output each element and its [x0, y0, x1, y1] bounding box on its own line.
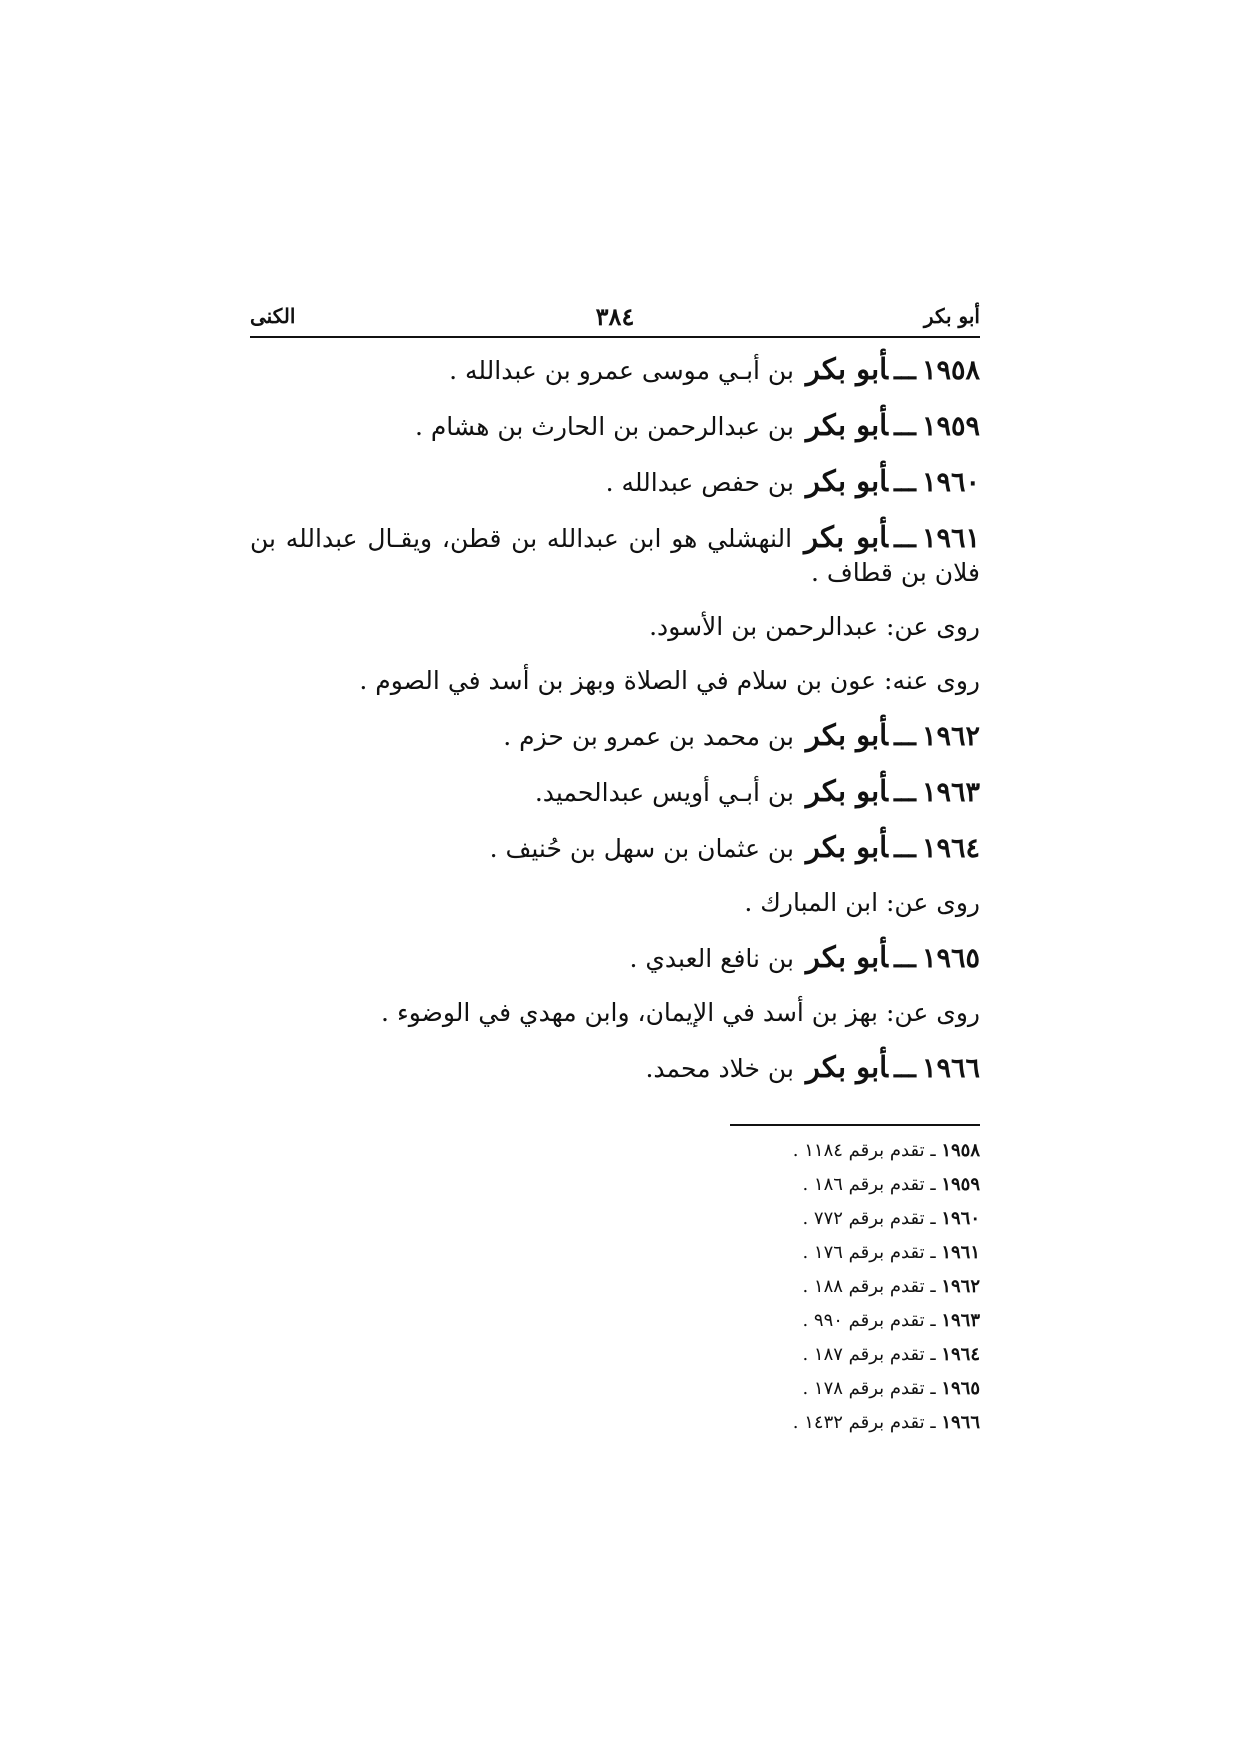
- entry-number: ١٩٦٣: [921, 777, 980, 808]
- entry-line: [250, 464, 980, 500]
- footnote: [250, 1172, 980, 1198]
- footnote: [250, 1410, 980, 1436]
- book-page: [250, 300, 980, 1444]
- footnote-divider: [730, 1124, 980, 1126]
- footnote: [250, 1138, 980, 1164]
- entry-dash: ـــ: [894, 834, 916, 863]
- narration-line: روى عن: ابن المبارك .: [744, 888, 980, 917]
- entry-kunya: أبو بكر: [805, 352, 888, 386]
- entry-line: [250, 718, 980, 754]
- footnote: [250, 1308, 980, 1334]
- footnote-text: ـ تقدم برقم ١٨٨ .: [802, 1276, 936, 1297]
- footnote-number: ١٩٦٥: [941, 1378, 980, 1399]
- entry-line: [250, 520, 980, 590]
- entry-kunya: أبو بكر: [805, 464, 888, 498]
- entry-line: [250, 1050, 980, 1086]
- entry-number: ١٩٦٦: [921, 1053, 980, 1084]
- entry-kunya: أبو بكر: [804, 520, 889, 554]
- page-number: ٣٨٤: [595, 302, 635, 331]
- entry-dash: ـــ: [894, 1054, 916, 1083]
- footnote-number: ١٩٥٩: [941, 1174, 980, 1195]
- entry-text: النهشلي هو ابن عبدالله بن قطن، ويقـال عبدالله بن فلان بن قطاف .: [250, 524, 980, 587]
- running-head-book: الكنى: [250, 304, 296, 328]
- footnote-text: ـ تقدم برقم ١٨٧ .: [802, 1344, 936, 1365]
- entry-number: ١٩٦٢: [921, 721, 980, 752]
- entry-dash: ـــ: [894, 412, 916, 441]
- entry-text: بن أبـي موسى عمرو بن عبدالله .: [449, 356, 794, 385]
- entry-line: [250, 352, 980, 388]
- footnote-number: ١٩٦٢: [941, 1276, 980, 1297]
- narration-line: روى عن: عبدالرحمن بن الأسود.: [649, 612, 980, 641]
- entry-kunya: أبو بكر: [805, 940, 888, 974]
- entry-line: [250, 774, 980, 810]
- footnote-text: ـ تقدم برقم ١١٨٤ .: [792, 1140, 936, 1161]
- footnote-number: ١٩٦٦: [941, 1412, 980, 1433]
- entry-number: ١٩٦٤: [921, 833, 980, 864]
- footnote-number: ١٩٦٤: [941, 1344, 980, 1365]
- entry-kunya: أبو بكر: [805, 718, 888, 752]
- footnote-text: ـ تقدم برقم ١٨٦ .: [802, 1174, 936, 1195]
- entry-text: بن خلاد محمد.: [645, 1054, 794, 1083]
- entry-text: بن عبدالرحمن بن الحارث بن هشام .: [414, 412, 794, 441]
- footnote-number: ١٩٦٠: [941, 1208, 980, 1229]
- entry-number: ١٩٥٩: [921, 411, 980, 442]
- footnote-text: ـ تقدم برقم ٩٩٠ .: [802, 1310, 936, 1331]
- running-head-section: أبو بكر: [923, 304, 980, 328]
- entry-number: ١٩٦٥: [921, 943, 980, 974]
- running-head: [250, 300, 980, 338]
- footnote-text: ـ تقدم برقم ١٤٣٢ .: [792, 1412, 936, 1433]
- narration-line: روى عنه: عون بن سلام في الصلاة وبهز بن أسد في الصوم .: [359, 666, 980, 695]
- footnote-number: ١٩٦٣: [941, 1310, 980, 1331]
- entry-line: [250, 830, 980, 866]
- footnote: [250, 1206, 980, 1232]
- entry-line: [250, 940, 980, 976]
- footnote: [250, 1342, 980, 1368]
- narration-line: روى عن: بهز بن أسد في الإيمان، وابن مهدي في الوضوء .: [381, 998, 980, 1027]
- entry-kunya: أبو بكر: [805, 774, 888, 808]
- footnote-text: ـ تقدم برقم ١٧٦ .: [802, 1242, 936, 1263]
- entry-kunya: أبو بكر: [805, 408, 888, 442]
- entry-dash: ـــ: [894, 944, 916, 973]
- entry-dash: ـــ: [894, 524, 916, 553]
- footnote-text: ـ تقدم برقم ٧٧٢ .: [802, 1208, 936, 1229]
- entry-text: بن عثمان بن سهل بن حُنيف .: [489, 834, 794, 863]
- footnote-number: ١٩٦١: [941, 1242, 980, 1263]
- entry-number: ١٩٦٠: [921, 467, 980, 498]
- entry-kunya: أبو بكر: [805, 830, 888, 864]
- entries-list: [250, 352, 980, 1086]
- footnote-number: ١٩٥٨: [941, 1140, 980, 1161]
- entry-number: ١٩٥٨: [921, 355, 980, 386]
- entry-text: بن محمد بن عمرو بن حزم .: [503, 722, 794, 751]
- entry-number: ١٩٦١: [922, 523, 981, 554]
- footnote: [250, 1240, 980, 1266]
- entry-kunya: أبو بكر: [805, 1050, 888, 1084]
- footnote: [250, 1274, 980, 1300]
- footnotes-list: [250, 1138, 980, 1436]
- entry-line: [250, 408, 980, 444]
- footnote: [250, 1376, 980, 1402]
- entry-dash: ـــ: [894, 778, 916, 807]
- entry-text: بن أبـي أويس عبدالحميد.: [534, 778, 794, 807]
- entry-text: بن حفص عبدالله .: [605, 468, 794, 497]
- footnote-text: ـ تقدم برقم ١٧٨ .: [802, 1378, 936, 1399]
- entry-dash: ـــ: [894, 722, 916, 751]
- entry-text: بن نافع العبدي .: [629, 944, 794, 973]
- entry-dash: ـــ: [894, 468, 916, 497]
- entry-dash: ـــ: [894, 356, 916, 385]
